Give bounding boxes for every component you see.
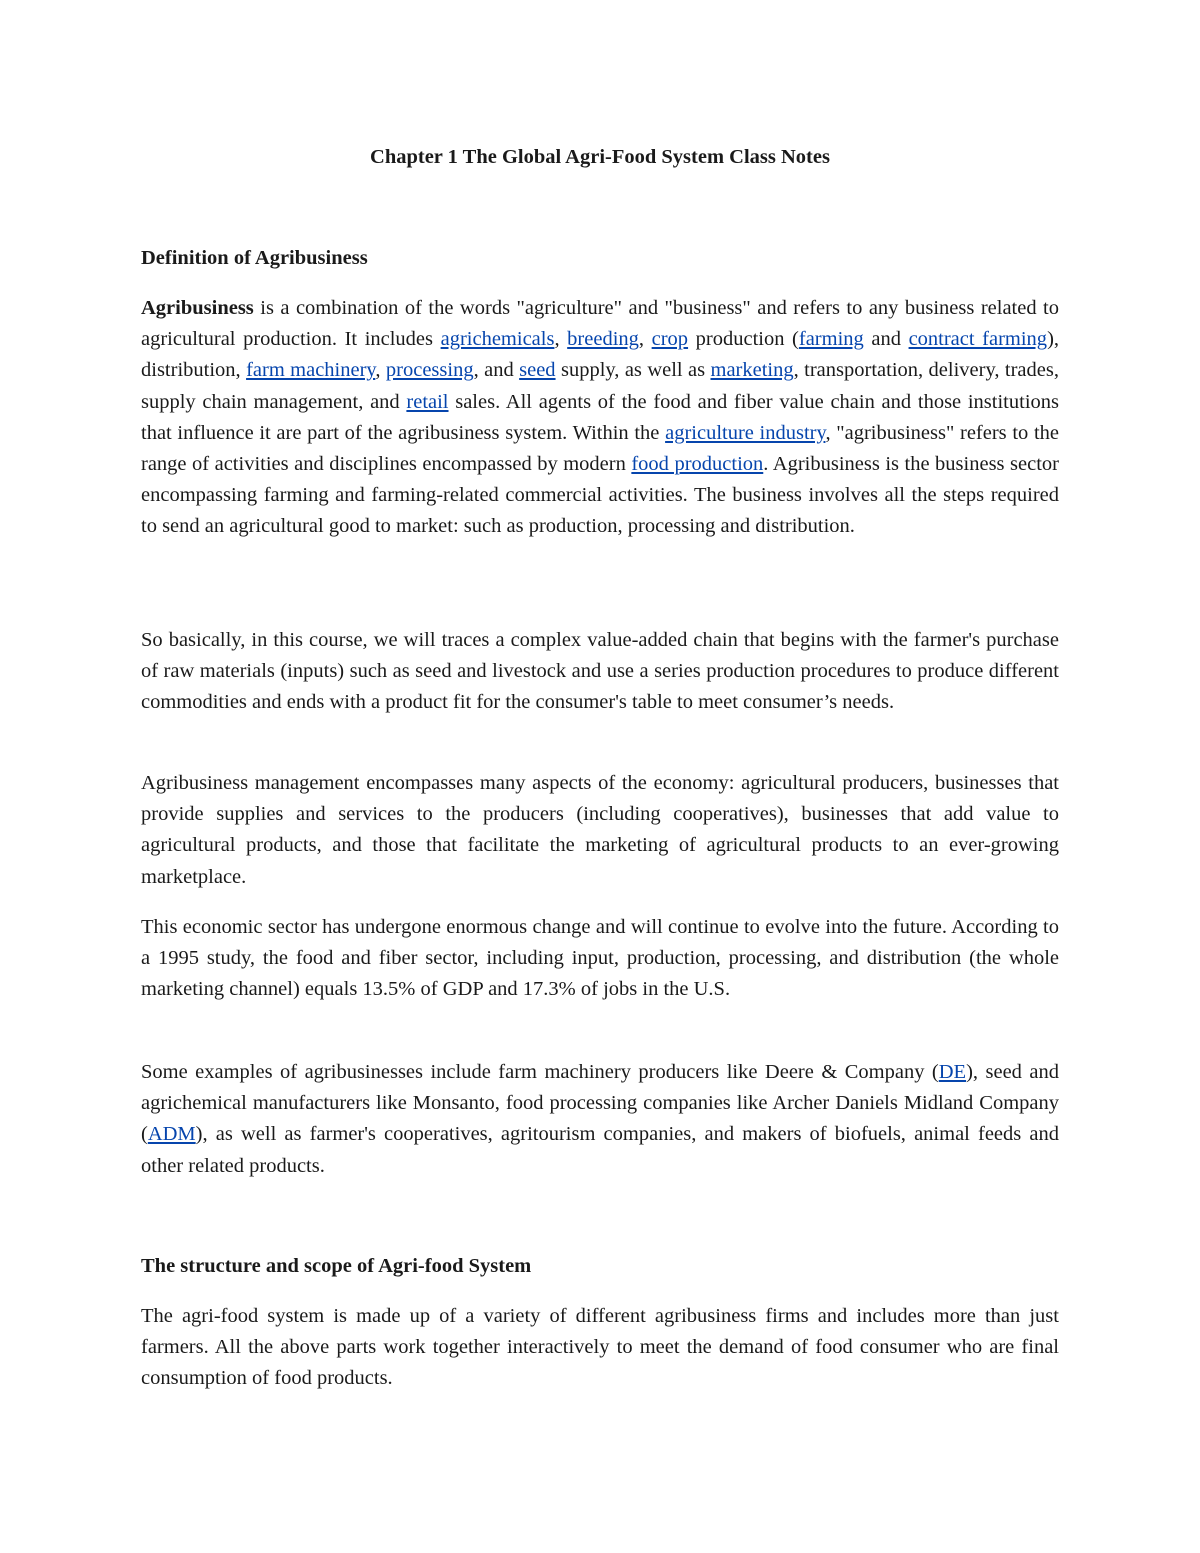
section-heading-definition: Definition of Agribusiness — [141, 247, 368, 269]
link-food-production[interactable]: food production — [631, 453, 764, 476]
text-span: ), as well as farmer's cooperatives, agritourism companies, and makers of biofuels, animal feeds and other related products. — [141, 1123, 1059, 1177]
text-span: , and — [473, 359, 520, 382]
link-adm[interactable]: ADM — [147, 1123, 196, 1146]
page-title: Chapter 1 The Global Agri-Food System Class Notes — [370, 146, 830, 168]
text-span: supply, as well as — [555, 359, 711, 382]
link-de[interactable]: DE — [938, 1061, 967, 1083]
link-seed[interactable]: seed — [519, 359, 556, 382]
link-retail[interactable]: retail — [406, 390, 449, 413]
link-marketing[interactable]: marketing — [710, 359, 794, 382]
link-breeding[interactable]: breeding — [567, 328, 639, 351]
text-span: , — [554, 328, 568, 351]
section-heading-structure: The structure and scope of Agri-food System — [141, 1255, 532, 1277]
text-span: ), distribution, — [141, 328, 1060, 382]
text-span: , "agribusiness" refers to the range of activities and disciplines encompassed by modern — [141, 421, 1060, 476]
text-span: , transportation, delivery, trades, supply chain management, and — [141, 359, 1059, 413]
paragraph-management: Agribusiness management encompasses many aspects of the economy: agricultural producers, businesses that provide supplies and services to the producers (including cooperatives), businesses that add value to agricultural products, and those that facilitate the marketing of agricultural products to an ever-growing marketplace. — [141, 772, 1059, 888]
link-farming[interactable]: farming — [798, 328, 864, 351]
paragraph-structure: The agri-food system is made up of a variety of different agribusiness firms and includes more than just farmers. All the above parts work together interactively to meet the demand of food consumer who are final consumption of food products. — [141, 1305, 1059, 1390]
text-span: . Agribusiness is the business sector encompassing farming and farming-related commercial activities. The business involves all the steps required to send an agricultural good to market: such as production, processing and distribution. — [141, 453, 1059, 538]
text-span: , — [638, 328, 652, 351]
link-agriculture-industry[interactable]: agriculture industry — [665, 421, 826, 444]
link-contract-farming[interactable]: contract farming — [908, 328, 1048, 351]
paragraph-definition — [141, 293, 1059, 543]
text-span: and — [863, 328, 909, 351]
link-processing[interactable]: processing — [385, 359, 474, 382]
link-crop[interactable]: crop — [651, 328, 689, 351]
text-span: Some examples of agribusinesses include farm machinery producers like Deere & Company ( — [141, 1061, 939, 1083]
paragraph-examples — [141, 1057, 1059, 1182]
link-farm-machinery[interactable]: farm machinery — [246, 359, 376, 382]
text-span: , — [375, 359, 386, 382]
paragraph-course-overview: So basically, in this course, we will traces a complex value-added chain that begins with the farmer's purchase of raw materials (inputs) such as seed and livestock and use a series production procedures to produce different commodities and ends with a product fit for the consumer's table to meet consumer’s needs. — [141, 629, 1059, 714]
link-agrichemicals[interactable]: agrichemicals — [440, 328, 555, 351]
text-span: is a combination of the words "agriculture" and "business" and refers to any business related to agricultural production. It includes — [141, 297, 1059, 351]
paragraph-economic-sector: This economic sector has undergone enormous change and will continue to evolve into the future. According to a 1995 study, the food and fiber sector, including input, production, processing, and distribution (the whole marketing channel) equals 13.5% of GDP and 17.3% of jobs in the U.S. — [141, 916, 1059, 1001]
text-span: sales. All agents of the food and fiber value chain and those institutions that influence it are part of the agribusiness system. Within the — [141, 390, 1059, 444]
text-span: ), seed and agrichemical manufacturers like Monsanto, food processing companies like Archer Daniels Midland Company ( — [141, 1061, 1059, 1146]
text-span: production ( — [688, 328, 799, 351]
term-agribusiness: Agribusiness — [141, 297, 254, 319]
